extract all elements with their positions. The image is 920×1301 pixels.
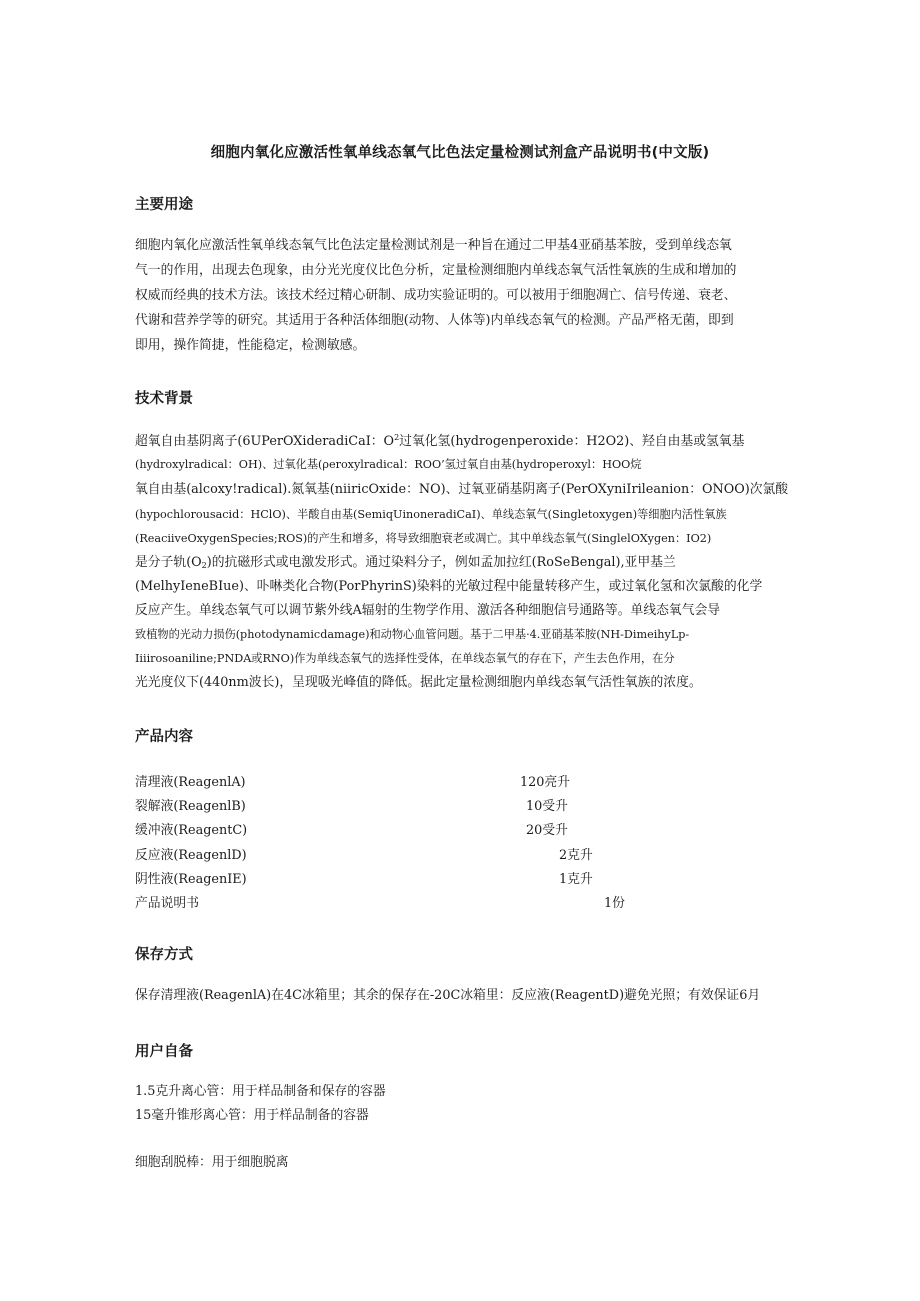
list-item bbox=[135, 892, 695, 911]
background-line: Iiiirosoaniline;PNDA或RNO)作为单线态氧气的选择性受体，在单线态氧气的存在下，产生去色作用，在分 bbox=[135, 652, 675, 665]
background-line-text: 超氧自由基阴离子(6UPerOXideradiCaI：O bbox=[135, 434, 395, 449]
subscript: 2 bbox=[201, 561, 207, 570]
background-line: (hydroxylradical：OH)、过氧化基(ρeroxylradical：ROO’氢过氧自由基(hydroperoxyl：HOO烷 bbox=[135, 458, 642, 471]
list-item bbox=[135, 868, 695, 887]
reagent-quantity: 120亮升 bbox=[520, 775, 571, 790]
reagent-name: 阴性液(ReagenIE) bbox=[135, 872, 247, 887]
list-item bbox=[135, 819, 695, 838]
section-heading-contents: 产品内容 bbox=[135, 729, 193, 745]
background-line bbox=[135, 557, 676, 570]
background-line: 光光度仪下(440nm波长)，呈现吸光峰值的降低。据此定量检测细胞内单线态氧气活性氧族的浓度。 bbox=[135, 675, 702, 690]
user-supplied-line: 细胞刮脱棒：用于细胞脱离 bbox=[135, 1155, 289, 1170]
background-line: 反应产生。单线态氧气可以调节紫外线A辐射的生物学作用、激活各种细胞信号通路等。单线态氧气会导 bbox=[135, 603, 721, 618]
superscript: 2 bbox=[394, 433, 400, 442]
usage-line: 气一的作用，出现去色现象，由分光光度仪比色分析，定量检测细胞内单线态氧气活性氧族的生成和增加的 bbox=[135, 263, 737, 278]
background-line: (hypochlorousacid：HClO)、半酸自由基(SemiqUinoneradiCaI)、单线态氧气(Singletoxygen)等细胞内活性氧族 bbox=[135, 508, 727, 521]
reagent-name: 裂解液(ReagenlB) bbox=[135, 799, 246, 814]
background-line-text: )的抗磁形式或电激发形式。通过染料分子，例如孟加拉红(RoSeBengal),亚甲基兰 bbox=[206, 555, 676, 570]
user-supplied-line: 1.5克升离心管：用于样品制备和保存的容器 bbox=[135, 1084, 386, 1099]
section-heading-usage: 主要用途 bbox=[135, 197, 193, 213]
document-title: 细胞内氧化应激活性氧单线态氧气比色法定量检测试剂盒产品说明书(中文版) bbox=[210, 145, 710, 161]
reagent-quantity: 1克升 bbox=[559, 872, 593, 887]
section-heading-storage: 保存方式 bbox=[135, 947, 193, 963]
reagent-quantity: 20受升 bbox=[526, 823, 568, 838]
list-item bbox=[135, 771, 695, 790]
list-item bbox=[135, 795, 695, 814]
background-line: (MelhyIeneBIue)、卟啉类化合物(PorPhyrinS)染料的光敏过程中能量转移产生，或过氧化氢和次氯酸的化学 bbox=[135, 579, 763, 594]
reagent-quantity: 1份 bbox=[604, 896, 625, 911]
background-line-text: 是分子轨(O bbox=[135, 555, 202, 570]
usage-line: 权威而经典的技术方法。该技术经过精心研制、成功实验证明的。可以被用于细胞凋亡、信号传递、衰老、 bbox=[135, 288, 737, 303]
background-line bbox=[135, 434, 744, 449]
reagent-name: 产品说明书 bbox=[135, 896, 199, 911]
background-line: 致植物的光动力损伤(photodynamicdamage)和动物心血管问题。基于二甲基·4.亚硝基苯胺(NH-DimeihyLp- bbox=[135, 628, 690, 641]
storage-line: 保存清理液(ReagenlA)在4C冰箱里；其余的保存在-20C冰箱里：反应液(ReagentD)避免光照；有效保证6月 bbox=[135, 988, 761, 1003]
reagent-name: 缓冲液(ReagentC) bbox=[135, 823, 248, 838]
usage-line: 细胞内氧化应激活性氧单线态氧气比色法定量检测试剂是一种旨在通过二甲基4亚硝基苯胺，受到单线态氧 bbox=[135, 238, 732, 253]
background-line: 氧自由基(alcoxy!radical).氮氧基(niiricOxide：NO)、过氧亚硝基阴离子(PerOXyniIrileanion：ONOO)次氯酸 bbox=[135, 482, 789, 497]
reagent-quantity: 2克升 bbox=[559, 848, 593, 863]
user-supplied-line: 15毫升锥形离心管：用于样品制备的容器 bbox=[135, 1108, 369, 1123]
list-item bbox=[135, 844, 695, 863]
section-heading-background: 技术背景 bbox=[135, 391, 193, 407]
reagent-name: 清理液(ReagenlA) bbox=[135, 775, 246, 790]
background-line: (ReaciiveOxygenSpecies;ROS)的产生和增多，将导致细胞衰老或凋亡。其中单线态氧气(SinglelOXygen：IO2) bbox=[135, 532, 712, 545]
section-heading-user-supplied: 用户自备 bbox=[135, 1044, 193, 1060]
reagent-quantity: 10受升 bbox=[526, 799, 568, 814]
usage-line: 代谢和营养学等的研究。其适用于各种活体细胞(动物、人体等)内单线态氧气的检测。产品严格无菌，即到 bbox=[135, 313, 734, 328]
reagent-name: 反应液(ReagenlD) bbox=[135, 848, 247, 863]
usage-line: 即用，操作简捷，性能稳定，检测敏感。 bbox=[135, 338, 366, 353]
background-line-text: 过氧化氢(hydrogenperoxide：H2O2)、羟自由基或氢氧基 bbox=[399, 434, 745, 449]
